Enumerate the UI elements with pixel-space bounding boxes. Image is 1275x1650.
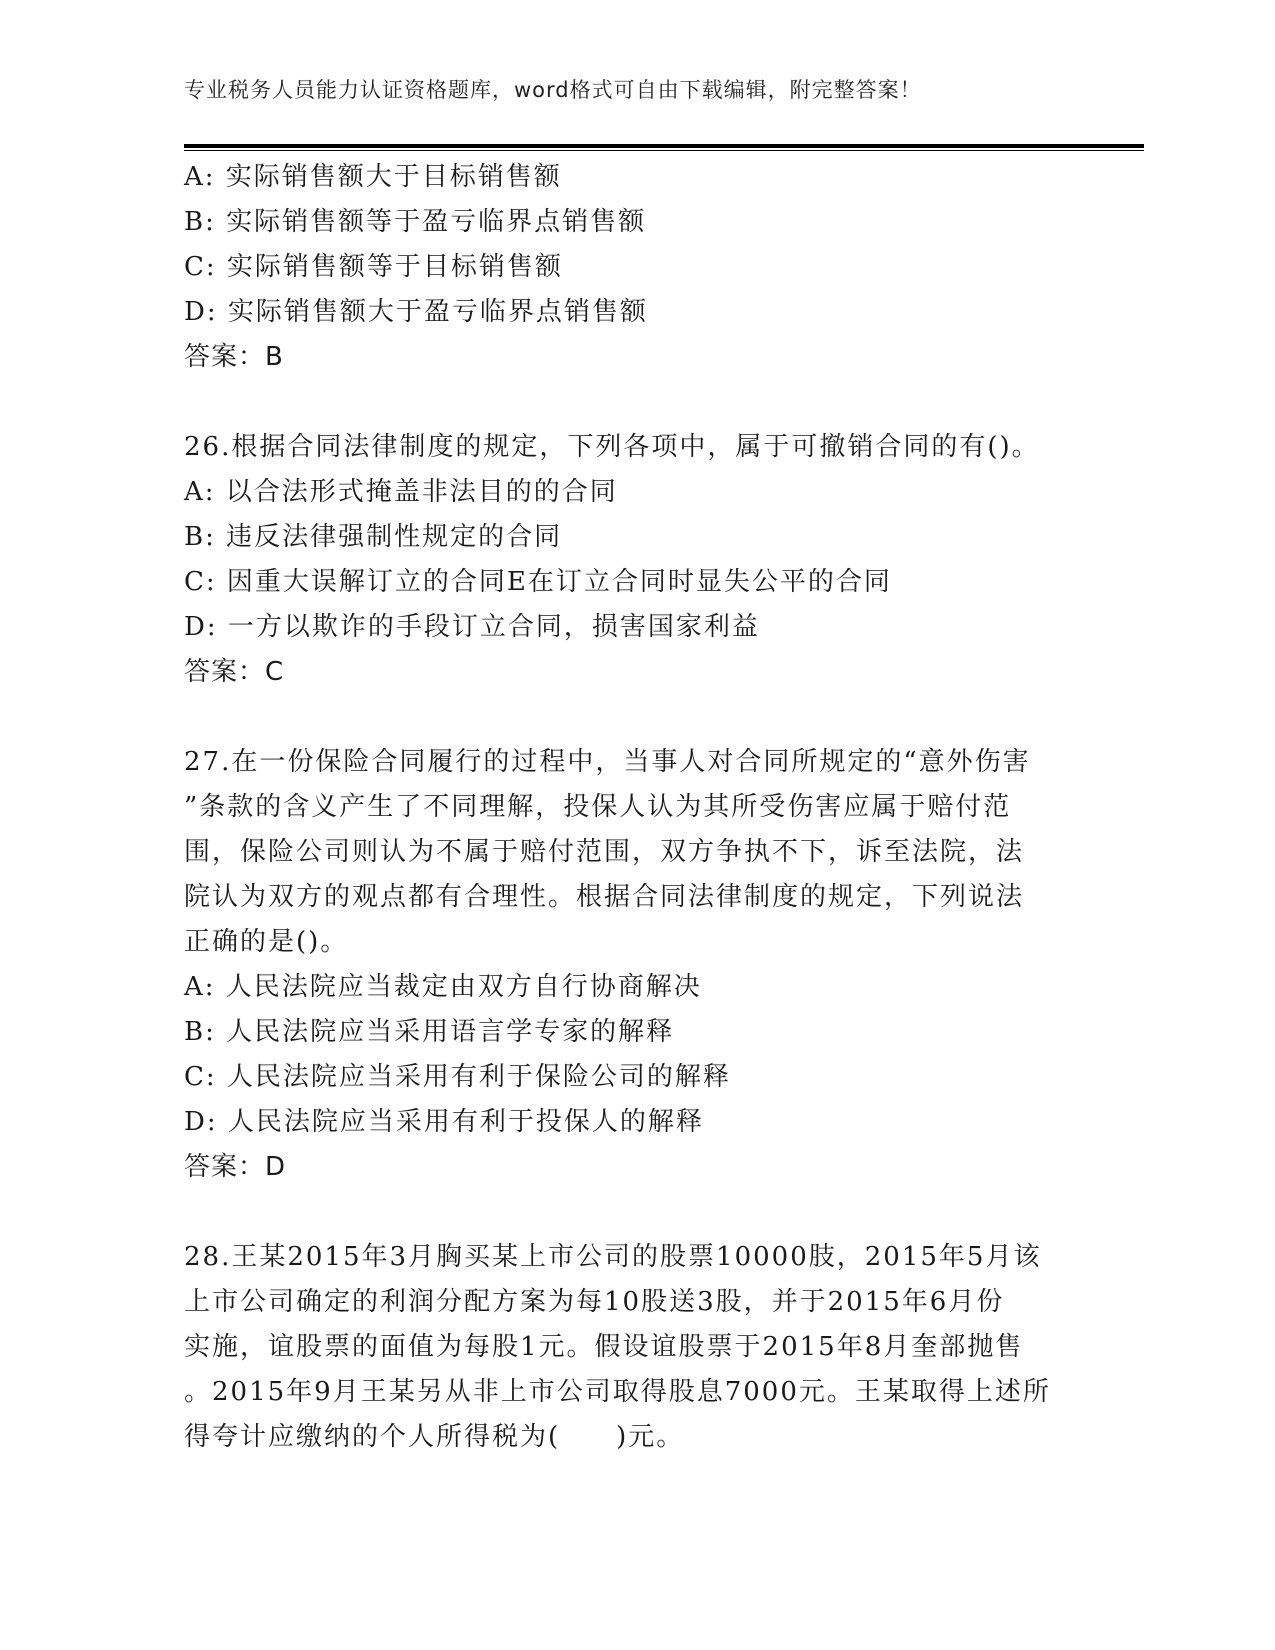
question-28 (184, 1235, 1084, 1460)
question-stem (184, 740, 1084, 965)
answer: 答案：B (184, 342, 284, 372)
option-c: C: 人民法院应当采用有利于保险公司的解释 (184, 1062, 731, 1092)
question-stem (184, 1235, 1084, 1460)
spacer (184, 1190, 1084, 1235)
answer: 答案：D (184, 1152, 287, 1182)
option-b: B: 实际销售额等于盈亏临界点销售额 (184, 207, 647, 237)
spacer (184, 695, 1084, 740)
question-25 (184, 155, 1084, 380)
stem-line: 28.王某2015年3月胸买某上市公司的股票10000肢，2015年5月该 (184, 1242, 1042, 1272)
option-d: D: 人民法院应当采用有利于投保人的解释 (184, 1107, 704, 1137)
stem-line: 上市公司确定的利润分配方案为每10股送3股，并于2015年6月份 (184, 1287, 1005, 1317)
option-b: B: 违反法律强制性规定的合同 (184, 522, 563, 552)
option-b: B: 人民法院应当采用语言学专家的解释 (184, 1017, 675, 1047)
option-a: A: 以合法形式掩盖非法目的的合同 (184, 477, 618, 507)
document-body (184, 155, 1084, 1460)
stem-line: 27.在一份保险合同履行的过程中，当事人对合同所规定的“意外伤害 (184, 747, 1031, 777)
stem-line: 院认为双方的观点都有合理性。根据合同法律制度的规定，下列说法 (184, 882, 1025, 912)
stem-line: 实施，谊股票的面值为每股1元。假设谊股票于2015年8月奎部抛售 (184, 1332, 1024, 1362)
stem-line: 得夸计应缴纳的个人所得税为( )元。 (184, 1422, 685, 1452)
option-d: D: 一方以欺诈的手段订立合同，损害国家利益 (184, 612, 760, 642)
stem-line: ”条款的含义产生了不同理解，投保人认为其所受伤害应属于赔付范 (184, 792, 1012, 822)
header-rule-thin (184, 150, 1144, 151)
question-26 (184, 425, 1084, 695)
question-stem (184, 425, 1084, 470)
page-header: 专业税务人员能力认证资格题库，word格式可自由下载编辑，附完整答案！ (184, 78, 922, 102)
stem-line: 正确的是()。 (184, 927, 349, 957)
option-d: D: 实际销售额大于盈亏临界点销售额 (184, 297, 648, 327)
question-27 (184, 740, 1084, 1190)
option-c: C: 实际销售额等于目标销售额 (184, 252, 563, 282)
option-c: C: 因重大误解订立的合同E在订立合同时显失公平的合同 (184, 567, 892, 597)
header-rule-thick (184, 144, 1144, 148)
answer: 答案：C (184, 657, 285, 687)
stem-line: 围，保险公司则认为不属于赔付范围，双方争执不下，诉至法院，法 (184, 837, 1025, 867)
stem-line: 。2015年9月王某另从非上市公司取得股息7000元。王某取得上述所 (184, 1377, 1051, 1407)
option-a: A: 实际销售额大于目标销售额 (184, 162, 562, 192)
spacer (184, 380, 1084, 425)
option-a: A: 人民法院应当裁定由双方自行协商解决 (184, 972, 702, 1002)
stem-line: 26.根据合同法律制度的规定，下列各项中，属于可撤销合同的有()。 (184, 432, 1040, 462)
